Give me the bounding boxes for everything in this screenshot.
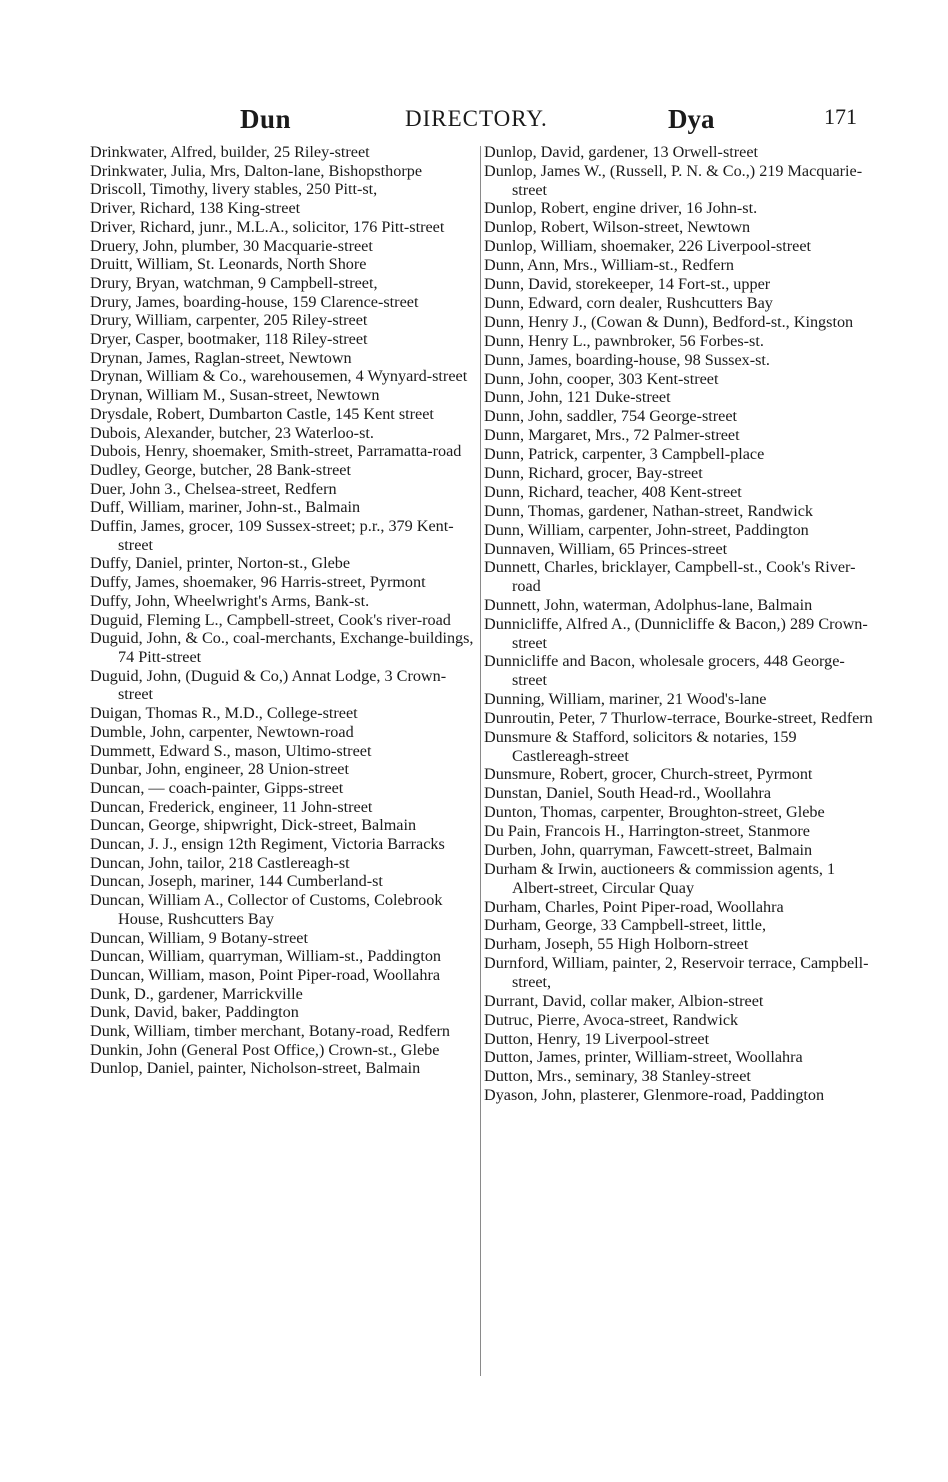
directory-entry: Dutton, Mrs., seminary, 38 Stanley-street	[484, 1067, 751, 1086]
header-title: DIRECTORY.	[405, 106, 548, 131]
directory-entry: Dunnett, John, waterman, Adolphus-lane, Balmain	[484, 596, 813, 614]
directory-entry: Durnford, William, painter, 2, Reservoir terrace, Campbell-street,	[484, 954, 869, 991]
directory-entry: Dunn, Margaret, Mrs., 72 Palmer-street	[484, 426, 740, 445]
directory-entry: Dunlop, James W., (Russell, P. N. & Co.,) 219 Macquarie-street	[484, 161, 863, 199]
directory-entry: Duncan, William, 9 Botany-street	[90, 928, 308, 947]
directory-entry: Duncan, J. J., ensign 12th Regiment, Victoria Barracks	[90, 835, 445, 854]
directory-entry: Duncan, Frederick, engineer, 11 John-street	[90, 797, 373, 816]
directory-entry: Drury, James, boarding-house, 159 Clarence-street	[90, 292, 419, 311]
directory-entry: Druery, John, plumber, 30 Macquarie-street	[90, 236, 373, 255]
directory-entry: Dunsmure, Robert, grocer, Church-street, Pyrmont	[484, 765, 813, 784]
directory-entry: Duguid, John, & Co., coal-merchants, Exchange-buildings, 74 Pitt-street	[90, 629, 474, 666]
directory-entry: Durham & Irwin, auctioneers & commission agents, 1 Albert-street, Circular Quay	[484, 859, 836, 897]
directory-entry: Durham, Charles, Point Piper-road, Woollahra	[484, 897, 784, 916]
page-number: 171	[824, 104, 857, 129]
directory-entry: Duffy, Daniel, printer, Norton-st., Glebe	[90, 554, 351, 573]
directory-entry: Duncan, George, shipwright, Dick-street, Balmain	[90, 816, 417, 835]
right-column	[484, 143, 874, 1105]
directory-entry: Dunn, Ann, Mrs., William-st., Redfern	[484, 256, 734, 275]
directory-entry: Duncan, William A., Collector of Customs, Colebrook House, Rushcutters Bay	[90, 891, 443, 928]
directory-entry: Duffin, James, grocer, 109 Sussex-street; p.r., 379 Kent-street	[90, 517, 454, 554]
directory-entry: Duncan, William, mason, Point Piper-road, Woollahra	[90, 965, 441, 984]
directory-entry: Driver, Richard, 138 King-street	[90, 199, 301, 218]
directory-entry: Duncan, William, quarryman, William-st., Paddington	[90, 947, 442, 966]
directory-entry: Dunbar, John, engineer, 28 Union-street	[90, 760, 349, 779]
directory-entry: Dunn, David, storekeeper, 14 Fort-st., upper	[484, 275, 771, 294]
directory-entry: Duffy, James, shoemaker, 96 Harris-street, Pyrmont	[90, 573, 426, 592]
directory-entry: Drysdale, Robert, Dumbarton Castle, 145 Kent street	[90, 404, 434, 423]
directory-entry: Dunn, William, carpenter, John-street, Paddington	[484, 520, 809, 539]
directory-entry: Dunk, William, timber merchant, Botany-road, Redfern	[90, 1022, 451, 1041]
directory-entry: Dunlop, William, shoemaker, 226 Liverpool-street	[484, 237, 812, 256]
directory-entry: Duff, William, mariner, John-st., Balmain	[90, 498, 361, 517]
directory-entry: Dunn, John, saddler, 754 George-street	[484, 407, 738, 426]
directory-entry: Dumble, John, carpenter, Newtown-road	[90, 722, 354, 741]
directory-entry: Dunnaven, William, 65 Princes-street	[484, 539, 728, 558]
directory-entry: Dunn, John, cooper, 303 Kent-street	[484, 369, 719, 388]
directory-entry: Dunn, Edward, corn dealer, Rushcutters Bay	[484, 293, 773, 312]
directory-entry: Dunroutin, Peter, 7 Thurlow-terrace, Bourke-street, Redfern	[484, 708, 873, 727]
directory-entry: Dryer, Casper, bootmaker, 118 Riley-street	[90, 330, 368, 349]
directory-entry: Dubois, Henry, shoemaker, Smith-street, Parramatta-road	[90, 442, 462, 461]
directory-entry: Dunnicliffe and Bacon, wholesale grocers, 448 George-street	[484, 652, 845, 690]
directory-entry: Dunn, John, 121 Duke-street	[484, 388, 671, 407]
directory-entry: Dunk, D., gardener, Marrickville	[90, 984, 303, 1003]
directory-entry: Dunkin, John (General Post Office,) Crown-st., Glebe	[90, 1040, 440, 1059]
directory-entry: Dunlop, David, gardener, 13 Orwell-street	[484, 143, 759, 161]
directory-entry: Dunn, Thomas, gardener, Nathan-street, Randwick	[484, 501, 813, 520]
directory-entry: Duguid, John, (Duguid & Co,) Annat Lodge, 3 Crown-street	[90, 666, 447, 704]
directory-entry: Dunstan, Daniel, South Head-rd., Woollahra	[484, 784, 772, 803]
directory-entry: Drury, William, carpenter, 205 Riley-street	[90, 311, 368, 330]
directory-entry: Drinkwater, Julia, Mrs, Dalton-lane, Bishopsthorpe	[90, 161, 423, 180]
directory-entry: Duncan, John, tailor, 218 Castlereagh-st	[90, 853, 350, 872]
directory-entry: Durben, John, quarryman, Fawcett-street, Balmain	[484, 841, 813, 860]
directory-entry: Dunning, William, mariner, 21 Wood's-lane	[484, 690, 767, 709]
directory-entry: Druitt, William, St. Leonards, North Shore	[90, 255, 367, 274]
directory-entry: Dunton, Thomas, carpenter, Broughton-street, Glebe	[484, 803, 825, 822]
directory-entry: Dyason, John, plasterer, Glenmore-road, Paddington	[484, 1086, 825, 1105]
directory-entry: Dunn, Patrick, carpenter, 3 Campbell-place	[484, 445, 765, 464]
directory-entry: Dunlop, Daniel, painter, Nicholson-street, Balmain	[90, 1059, 421, 1078]
directory-entry: Dudley, George, butcher, 28 Bank-street	[90, 460, 351, 479]
directory-entry: Duguid, Fleming L., Campbell-street, Cook's river-road	[90, 610, 451, 629]
directory-entry: Dunlop, Robert, engine driver, 16 John-st.	[484, 199, 758, 218]
directory-entry: Drynan, William & Co., warehousemen, 4 Wynyard-street	[90, 367, 468, 386]
directory-entry: Duncan, — coach-painter, Gipps-street	[90, 778, 344, 797]
directory-entry: Dunsmure & Stafford, solicitors & notaries, 159 Castlereagh-street	[484, 727, 797, 765]
directory-entry: Duffy, John, Wheelwright's Arms, Bank-st.	[90, 591, 370, 610]
directory-entry: Dunn, Henry L., pawnbroker, 56 Forbes-st.	[484, 331, 764, 350]
directory-entry: Durrant, David, collar maker, Albion-street	[484, 991, 764, 1010]
page-header	[0, 100, 948, 140]
directory-entry: Dutton, James, printer, William-street, Woollahra	[484, 1048, 803, 1067]
directory-entry: Driver, Richard, junr., M.L.A., solicitor, 176 Pitt-street	[90, 217, 445, 236]
header-last-name: Dya	[668, 104, 715, 134]
directory-entry: Drury, Bryan, watchman, 9 Campbell-street,	[90, 273, 378, 292]
directory-entry: Dunn, Richard, grocer, Bay-street	[484, 463, 703, 482]
directory-entry: Dubois, Alexander, butcher, 23 Waterloo-st.	[90, 423, 374, 442]
directory-entry: Dutruc, Pierre, Avoca-street, Randwick	[484, 1010, 739, 1029]
directory-entry: Duncan, Joseph, mariner, 144 Cumberland-st	[90, 872, 383, 891]
directory-entry: Durham, Joseph, 55 High Holborn-street	[484, 935, 749, 954]
directory-entry: Durham, George, 33 Campbell-street, little,	[484, 916, 767, 935]
directory-entry: Dunn, James, boarding-house, 98 Sussex-st.	[484, 350, 770, 369]
directory-entry: Drynan, William M., Susan-street, Newtown	[90, 386, 380, 405]
directory-entry: Dunnett, Charles, bricklayer, Campbell-st., Cook's River-road	[484, 558, 856, 596]
directory-entry: Driscoll, Timothy, livery stables, 250 Pitt-st,	[90, 180, 378, 199]
directory-entry: Dunnicliffe, Alfred A., (Dunnicliffe & Bacon,) 289 Crown-street	[484, 614, 868, 652]
directory-entry: Duer, John 3., Chelsea-street, Redfern	[90, 479, 337, 498]
column-divider	[480, 146, 481, 1376]
directory-entry: Dunk, David, baker, Paddington	[90, 1003, 299, 1022]
directory-entry: Dunlop, Robert, Wilson-street, Newtown	[484, 218, 751, 237]
directory-entry: Drynan, James, Raglan-street, Newtown	[90, 348, 352, 367]
directory-entry: Dunn, Richard, teacher, 408 Kent-street	[484, 482, 742, 501]
directory-entry: Dunn, Henry J., (Cowan & Dunn), Bedford-st., Kingston	[484, 312, 854, 331]
directory-entry: Dutton, Henry, 19 Liverpool-street	[484, 1029, 710, 1048]
directory-entry: Duigan, Thomas R., M.D., College-street	[90, 704, 358, 723]
left-column	[90, 143, 476, 1078]
directory-entry: Drinkwater, Alfred, builder, 25 Riley-street	[90, 143, 370, 161]
header-first-name: Dun	[240, 104, 292, 134]
directory-entry: Du Pain, Francois H., Harrington-street, Stanmore	[484, 822, 810, 841]
directory-entry: Dummett, Edward S., mason, Ultimo-street	[90, 741, 372, 760]
